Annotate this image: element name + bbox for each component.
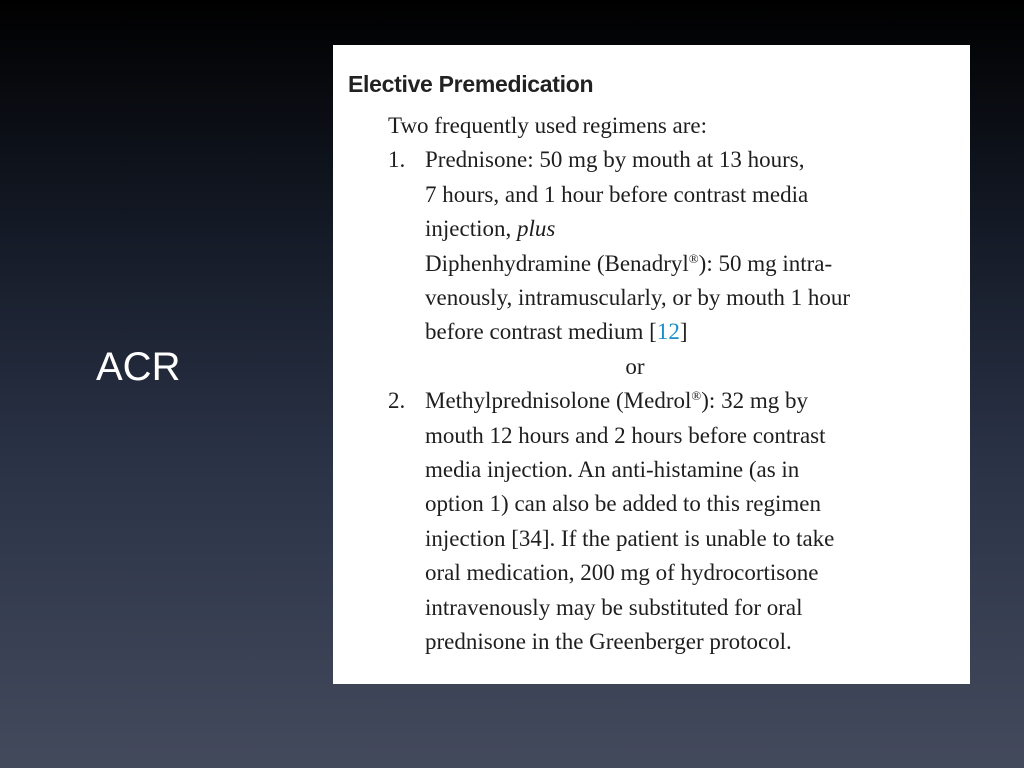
regimen-number: 1. (388, 147, 406, 173)
regimen-line: mouth 12 hours and 2 hours before contrast (425, 422, 826, 448)
regimen-line (425, 212, 963, 246)
regimen-line: prednisone in the Greenberger protocol. (425, 629, 792, 655)
regimen-line: venously, intramuscularly, or by mouth 1 hour (425, 285, 851, 311)
drug-name: Diphenhydramine (Benadryl (425, 250, 689, 276)
slide-side-label: ACR (96, 345, 181, 389)
regimen-item-1 (388, 143, 963, 349)
drug-name: Methylprednisolone (Medrol (425, 388, 692, 414)
regimen-line (425, 315, 963, 349)
regimen-line: oral medication, 200 mg of hydrocortisone (425, 560, 819, 586)
regimen-line (425, 384, 963, 418)
bracket-close: ] (679, 319, 688, 345)
document-heading: Elective Premedication (348, 71, 594, 97)
regimen-number: 2. (388, 388, 406, 414)
intro-text: Two frequently used regimens are: (388, 113, 708, 138)
emphasis-plus: plus (516, 216, 556, 242)
registered-mark: ® (688, 250, 699, 266)
dose-text: ): 50 mg intra- (698, 250, 833, 276)
regimen-line (425, 247, 963, 281)
regimen-line: option 1) can also be added to this regimen (425, 491, 822, 517)
document-body (388, 109, 963, 660)
or-separator: or (625, 353, 645, 379)
regimen-line: 7 hours, and 1 hour before contrast media (425, 181, 809, 207)
reference-link-12[interactable]: 12 (656, 319, 680, 345)
document-image-panel (333, 45, 970, 684)
regimen-line: Prednisone: 50 mg by mouth at 13 hours, (425, 147, 805, 173)
registered-mark: ® (691, 388, 702, 404)
dose-text: ): 32 mg by (701, 388, 808, 414)
regimen-line: media injection. An anti-histamine (as in (425, 457, 800, 483)
regimen-line-text: injection, (425, 216, 512, 242)
regimen-line: injection [34]. If the patient is unable to take (425, 525, 835, 551)
regimen-item-2 (388, 384, 963, 659)
regimen-line-text: before contrast medium [ (425, 319, 657, 345)
regimen-line: intravenously may be substituted for oral (425, 594, 803, 620)
